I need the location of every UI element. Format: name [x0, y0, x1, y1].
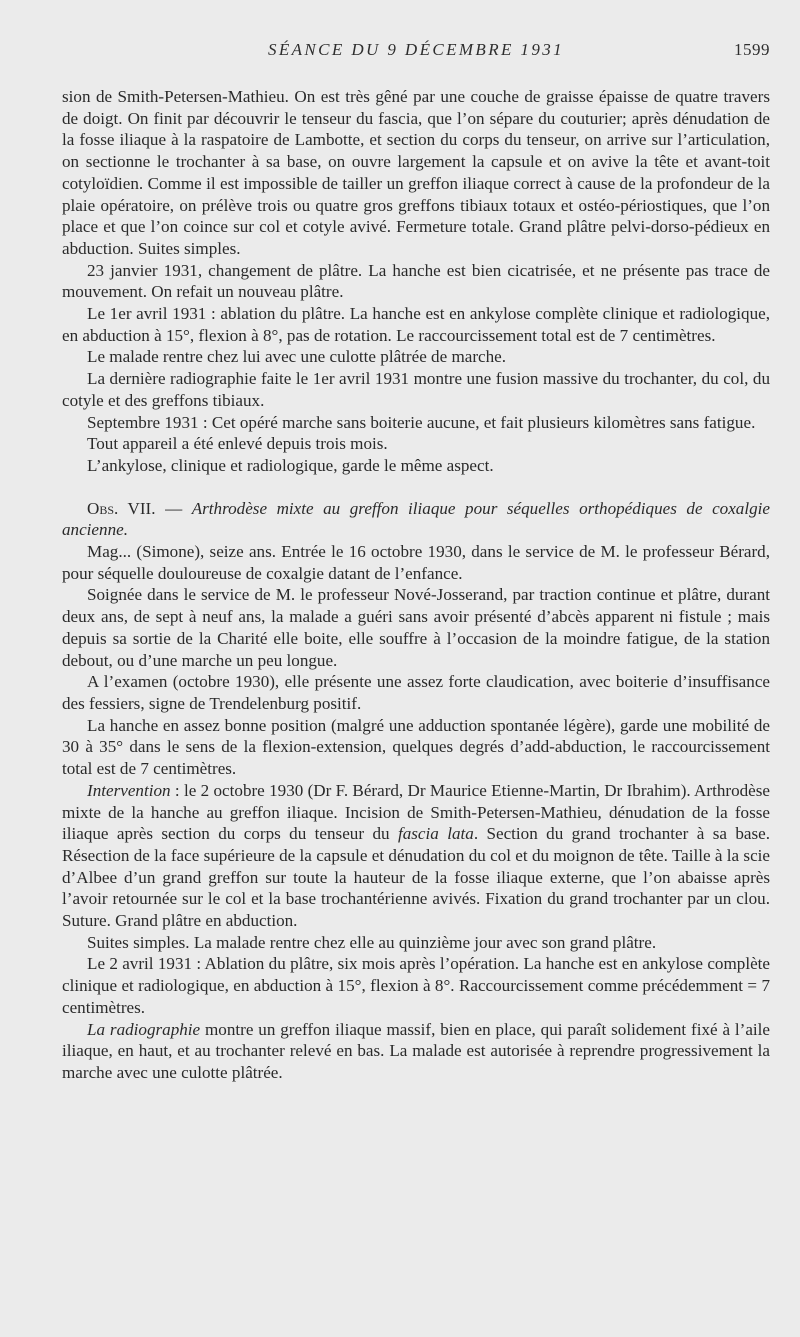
paragraph [62, 780, 770, 932]
observation-heading [62, 498, 770, 541]
section-gap [62, 477, 770, 498]
intervention-label: Intervention [87, 780, 171, 800]
paragraph: Suites simples. La malade rentre chez elle au quinzième jour avec son grand plâtre. [87, 932, 657, 952]
paragraph: La dernière radiographie faite le 1er avril 1931 montre une fusion massive du trochanter, du col, du cotyle et des greffons tibiaux. [62, 369, 770, 410]
paragraph: Le 2 avril 1931 : Ablation du plâtre, six mois après l’opération. La hanche est en ankylose complète clinique et radiologique, en abduction à 15°, flexion à 8°. Raccourcissement comme précédemment = 7 centimètres. [62, 954, 770, 1017]
observation-title: Arthrodèse mixte au greffon iliaque pour séquelles orthopédiques de coxalgie ancienne. [62, 498, 770, 540]
observation-label: Obs. VII. — [87, 498, 192, 518]
running-title: SÉANCE DU 9 DÉCEMBRE 1931 [267, 40, 565, 59]
paragraph: Septembre 1931 : Cet opéré marche sans boiterie aucune, et fait plusieurs kilomètres sans fatigue. [87, 412, 756, 432]
paragraph: sion de Smith-Petersen-Mathieu. On est très gêné par une couche de graisse épaisse de quatre travers de doigt. On finit par découvrir le tenseur du fascia, que l’on sépare du couturier; après dénudation de la fosse iliaque à la raspatoire de Lambotte, et section du corps du tenseur, on arrive sur l’articulation, on sectionne le trochanter à sa base, on ouvre largement la capsule et on avive la tête et avant-toit cotyloïdien. Comme il est impossible de tailler un greffon iliaque correct à cause de la profondeur de la plaie opératoire, on prélève trois ou quatre gros greffons tibiaux totaux et ostéo-périostiques, que l’on place et que l’on coince sur col et cotyle avivé. Fermeture totale. Grand plâtre pelvi-dorso-pédieux en abduction. Suites simples. [62, 87, 770, 258]
intervention-text: : le 2 octobre 1930 (Dr F. Bérard, Dr Maurice Etienne-Martin, Dr Ibrahim). Arthrodèse mixte de la hanche au greffon iliaque. Incision de Smith-Petersen-Mathieu, dénudation de la fosse iliaque après section du corps du tenseur du [62, 780, 770, 844]
paragraph: A l’examen (octobre 1930), elle présente une assez forte claudication, avec boiterie d’insuffisance des fessiers, signe de Trendelenburg positif. [62, 672, 770, 713]
paragraph [62, 1019, 770, 1084]
page-number: 1599 [734, 40, 770, 59]
radiographie-label: La radiographie [87, 1019, 201, 1039]
paragraph: Soignée dans le service de M. le professeur Nové-Josserand, par traction continue et plâtre, durant deux ans, de sept à neuf ans, la malade a guéri sans avoir présenté d’abcès apparent ni fistule ; mais depuis sa sortie de la Charité elle boite, elle souffre à l’occasion de la moindre fatigue, de la station debout, ou d’une marche un peu longue. [62, 585, 770, 670]
paragraph: 23 janvier 1931, changement de plâtre. La hanche est bien cicatrisée, et ne présente pas trace de mouvement. On refait un nouveau plâtre. [62, 260, 770, 302]
paragraph: L’ankylose, clinique et radiologique, garde le même aspect. [87, 455, 494, 475]
fascia-lata-term: fascia lata [397, 824, 474, 844]
body-text [62, 86, 770, 1084]
intervention-text-rest: . Section du grand trochanter à sa base. Résection de la face supérieure de la capsule et dénudation du col et du moignon de tête. Taille à la scie d’Albee d’un grand greffon sur toute la hauteur de la fosse iliaque externe, que l’on abaisse après l’avoir retournée sur le col et la base trochantérienne avivés. Fixation du grand trochanter par un clou. Suture. Grand plâtre en abduction. [62, 824, 771, 931]
paragraph: Le 1er avril 1931 : ablation du plâtre. La hanche est en ankylose complète clinique et radiologique, en abduction à 15°, flexion à 8°, pas de rotation. Le raccourcissement total est de 7 centimètres. [62, 304, 770, 345]
paragraph: Mag... (Simone), seize ans. Entrée le 16 octobre 1930, dans le service de M. le professeur Bérard, pour séquelle douloureuse de coxalgie datant de l’enfance. [62, 542, 770, 583]
paragraph: Tout appareil a été enlevé depuis trois mois. [87, 434, 388, 454]
paragraph: La hanche en assez bonne position (malgré une adduction spontanée légère), garde une mobilité de 30 à 35° dans le sens de la flexion-extension, quelques degrés d’add-abduction, le raccourcissement total est de 7 centimètres. [62, 715, 770, 779]
radiographie-text: montre un greffon iliaque massif, bien en place, qui paraît solidement fixé à l’aile iliaque, en haut, et au trochanter relevé en bas. La malade est autorisée à reprendre progressivement la marche avec une culotte plâtrée. [62, 1019, 770, 1082]
page-header [62, 40, 770, 64]
paragraph: Le malade rentre chez lui avec une culotte plâtrée de marche. [87, 347, 507, 367]
